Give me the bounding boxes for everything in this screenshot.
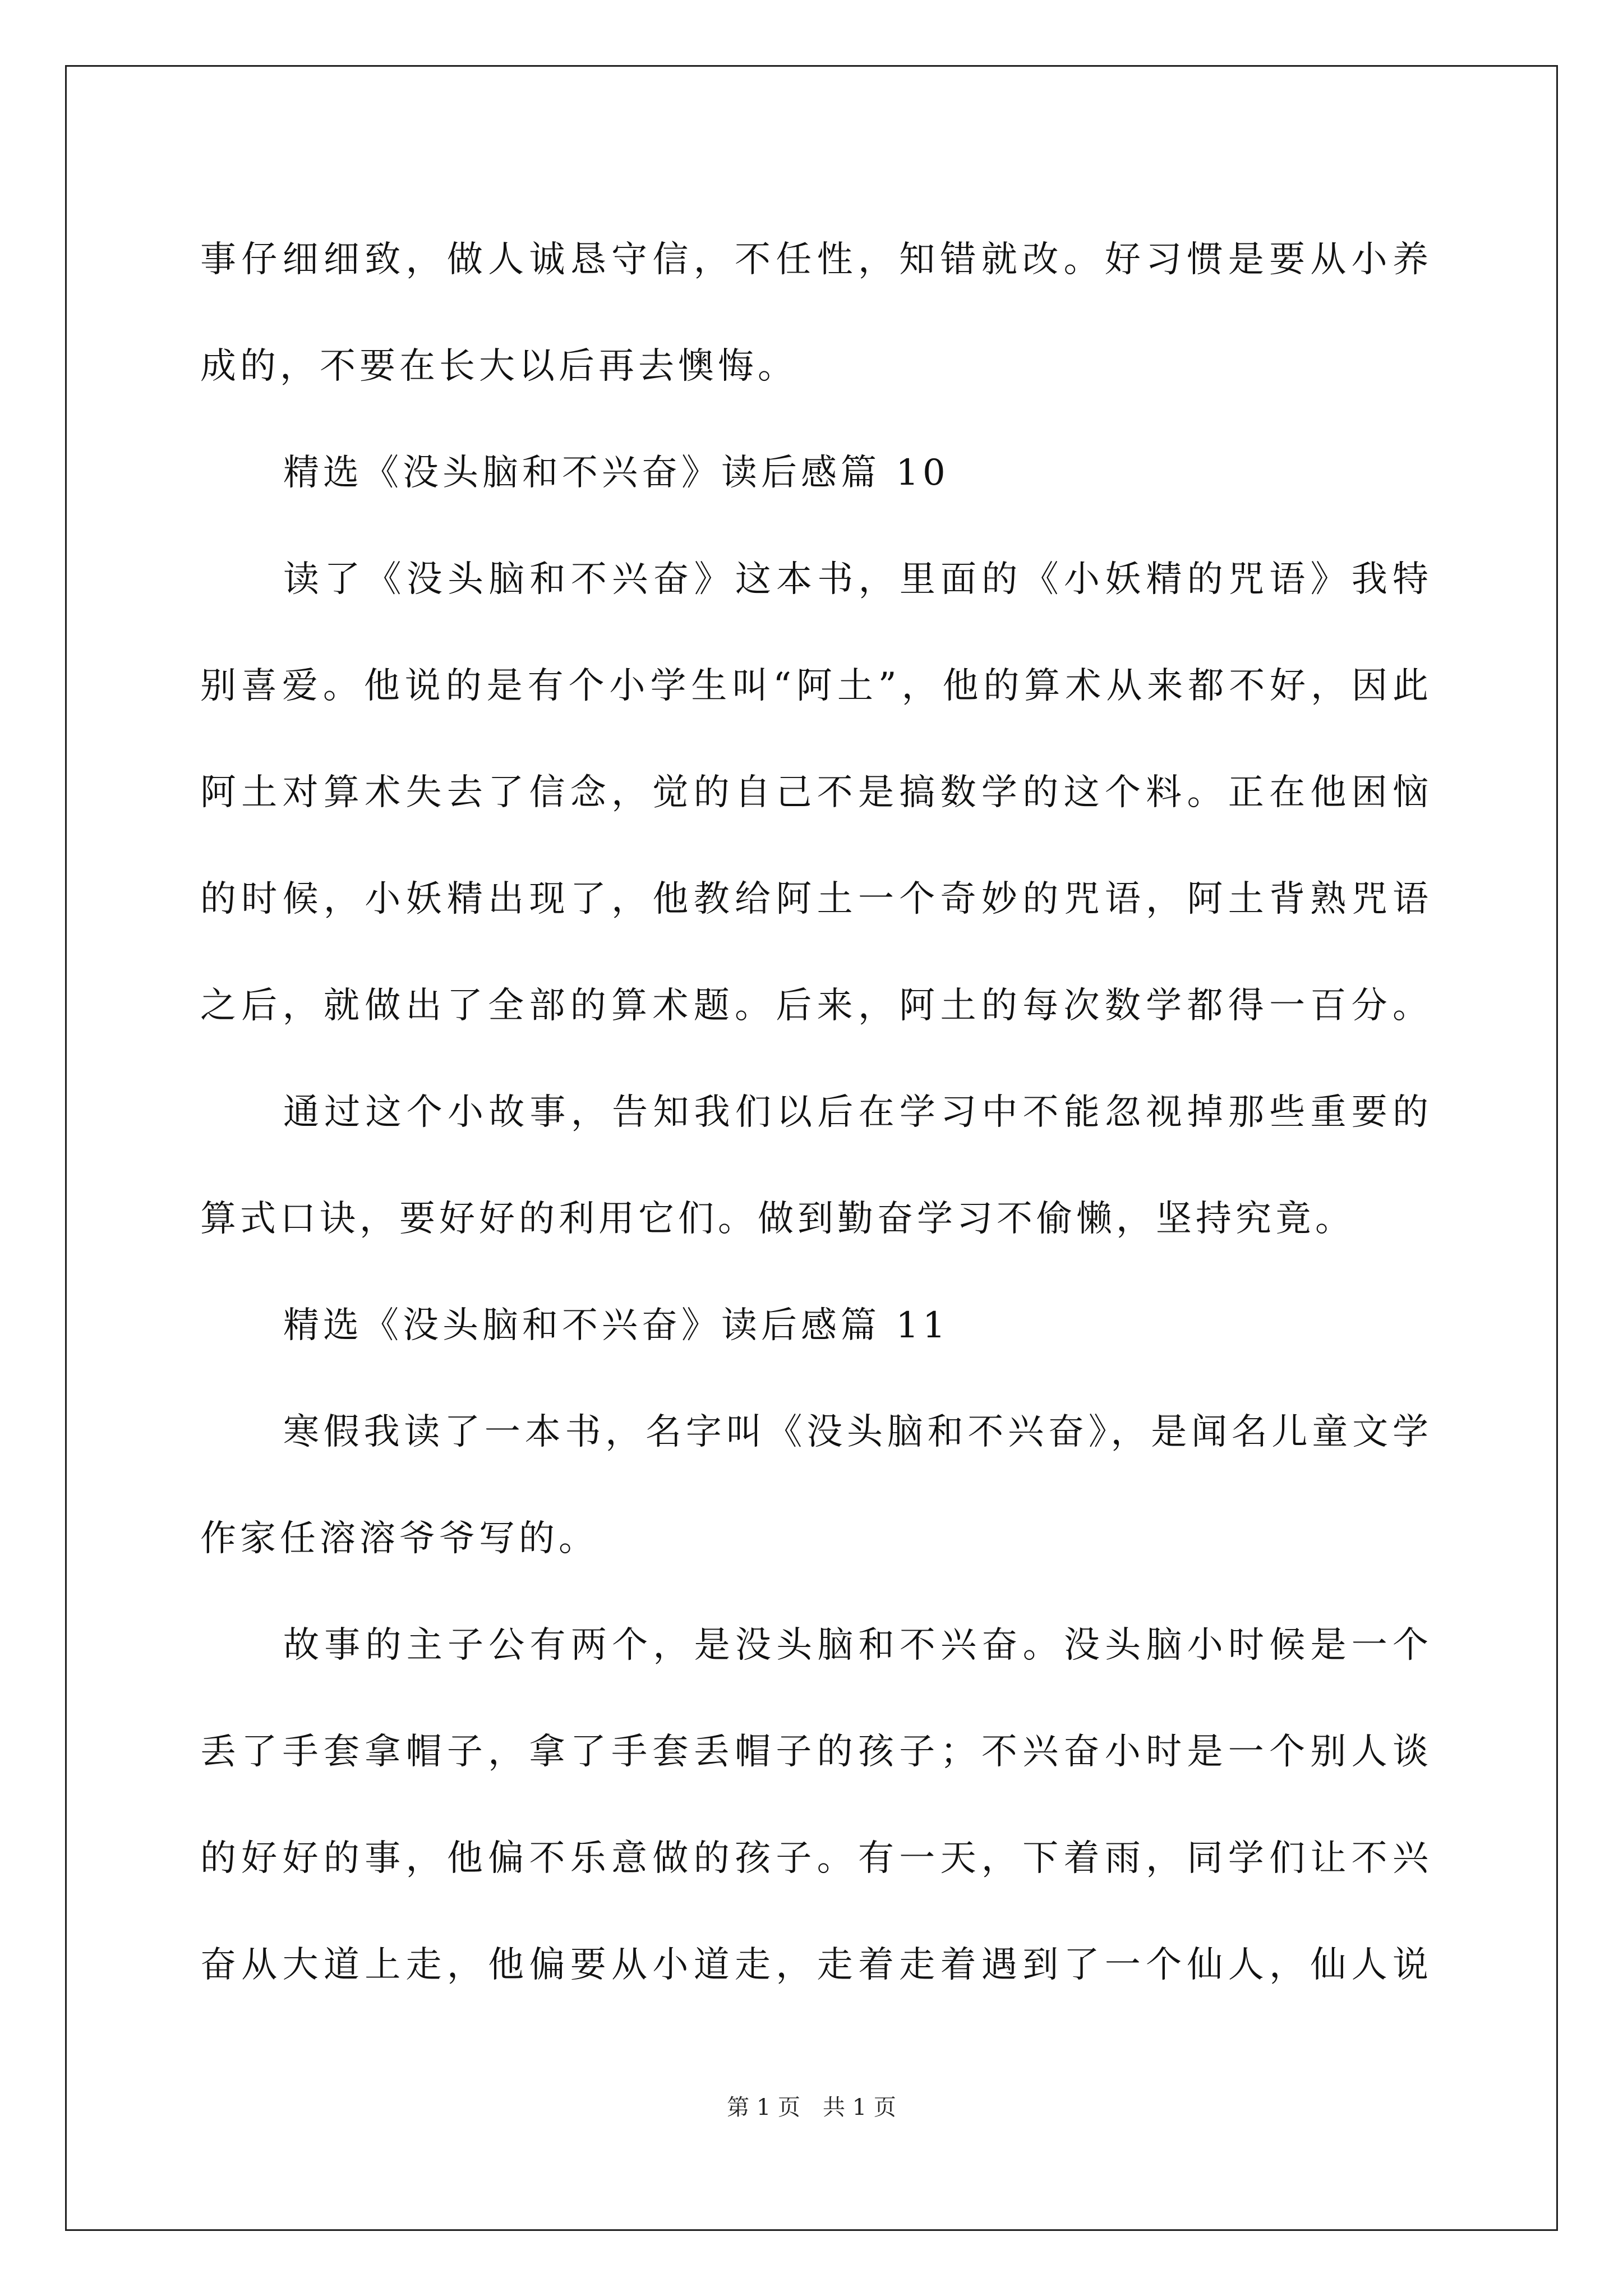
text-line: 的时候，小妖精出现了，他教给阿土一个奇妙的咒语，阿土背熟咒语 — [200, 878, 1428, 920]
document-body — [200, 206, 1428, 2018]
text-line: 通过这个小故事，告知我们以后在学习中不能忽视掉那些重要的 — [283, 1092, 1428, 1133]
text-line: 事仔细细致，做人诚恳守信，不任性，知错就改。好习惯是要从小养 — [200, 239, 1428, 280]
text-line: 算式口诀，要好好的利用它们。做到勤奋学习不偷懒，坚持究竟。 — [200, 1198, 1355, 1240]
text-line: 丢了手套拿帽子，拿了手套丢帽子的孩子；不兴奋小时是一个别人谈 — [200, 1731, 1428, 1773]
page-number: 第 1 页 — [727, 2095, 800, 2120]
text-line: 读了《没头脑和不兴奋》这本书，里面的《小妖精的咒语》我特 — [283, 559, 1428, 600]
text-line: 寒假我读了一本书，名字叫《没头脑和不兴奋》，是闻名儿童文学 — [283, 1411, 1428, 1453]
page-footer — [0, 2093, 1623, 2122]
section-heading: 精选《没头脑和不兴奋》读后感篇 10 — [283, 452, 949, 494]
section-heading: 精选《没头脑和不兴奋》读后感篇 11 — [283, 1305, 949, 1346]
text-line: 阿土对算术失去了信念，觉的自己不是搞数学的这个料。正在他困恼 — [200, 772, 1428, 813]
text-line: 奋从大道上走，他偏要从小道走，走着走着遇到了一个仙人，仙人说 — [200, 1944, 1428, 1986]
text-line: 别喜爱。他说的是有个小学生叫“阿土”，他的算术从来都不好，因此 — [200, 665, 1428, 707]
text-line: 故事的主子公有两个，是没头脑和不兴奋。没头脑小时候是一个 — [283, 1625, 1428, 1666]
text-line: 作家任溶溶爷爷写的。 — [200, 1518, 598, 1559]
text-line: 的好好的事，他偏不乐意做的孩子。有一天，下着雨，同学们让不兴 — [200, 1838, 1428, 1879]
text-line: 之后，就做出了全部的算术题。后来，阿土的每次数学都得一百分。 — [200, 985, 1428, 1027]
page-count: 共 1 页 — [823, 2095, 896, 2120]
text-line: 成的，不要在长大以后再去懊悔。 — [200, 346, 797, 387]
